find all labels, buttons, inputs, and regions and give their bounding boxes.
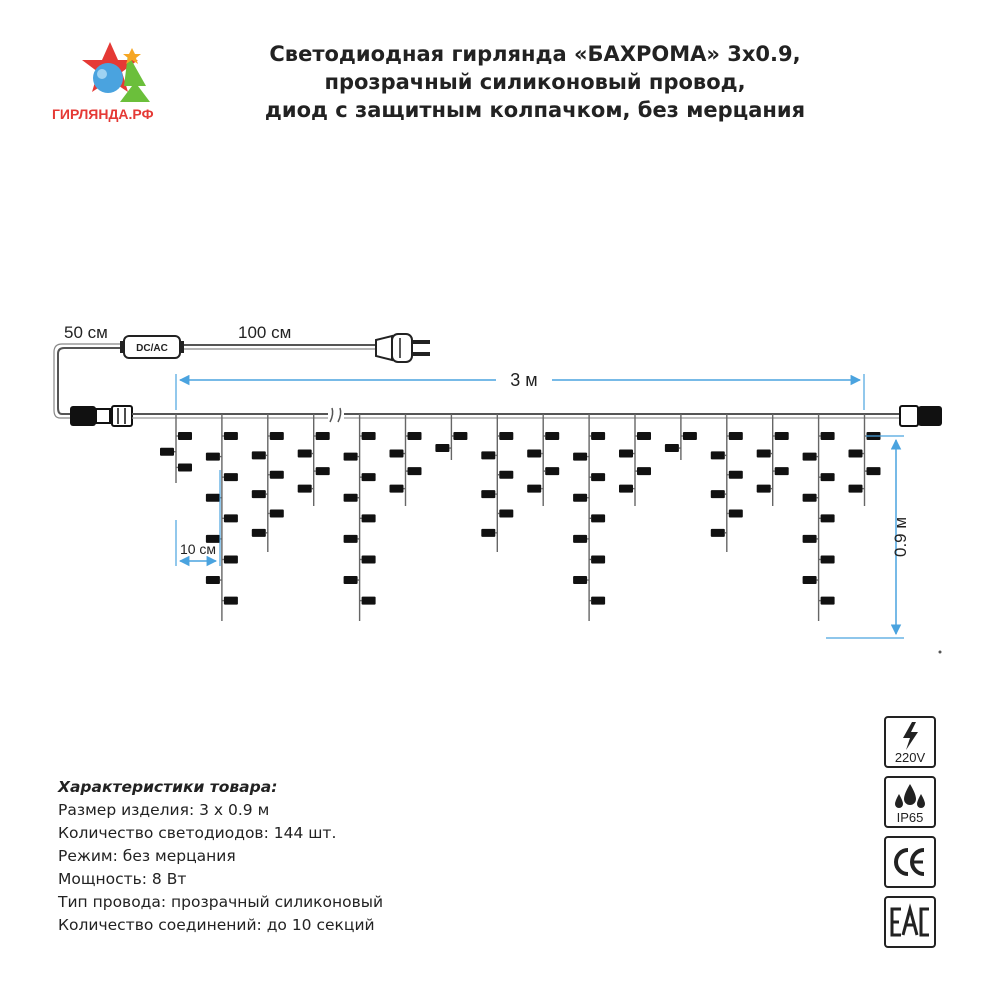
left-connector [70,406,132,426]
specs-heading: Характеристики товара: [58,778,278,796]
led-bulb [252,529,266,537]
logo-text: ГИРЛЯНДА.РФ [52,106,154,122]
led-bulb [619,450,633,458]
title-line-3: диод с защитным колпачком, без мерцания [264,98,806,122]
led-bulb [711,451,725,459]
spec-row-power: Мощность: 8 Вт [58,870,187,888]
led-bulb [206,576,220,584]
led-bulb [481,451,495,459]
led-bulb [224,432,238,440]
led-bulb [757,485,771,493]
led-bulb [316,467,330,475]
led-bulb [362,514,376,522]
eac-badge [884,896,936,948]
led-bulb [591,555,605,563]
led-bulb [637,432,651,440]
water-drops-icon [886,780,934,812]
led-bulb [821,473,835,481]
led-bulb [821,555,835,563]
led-bulb [206,494,220,502]
led-bulb [390,485,404,493]
led-bulb [344,535,358,543]
led-bulb [362,432,376,440]
right-connector [900,406,942,426]
led-bulb [821,514,835,522]
led-bulb [849,450,863,458]
voltage-label: 220V [894,750,926,765]
led-bulb [573,494,587,502]
led-bulb [344,453,358,461]
led-bulb [527,485,541,493]
height-label: 0.9 м [891,516,910,558]
power-plug-icon [376,334,430,362]
led-bulb [591,473,605,481]
led-bulb [821,432,835,440]
specs-block [58,776,383,937]
led-bulb [757,450,771,458]
led-bulb [270,432,284,440]
ip-badge [884,776,936,828]
led-bulb [683,432,697,440]
led-bulb [775,467,789,475]
wire-break-mark [328,408,344,424]
led-bulb [362,597,376,605]
led-bulb [270,471,284,479]
led-bulb [298,485,312,493]
led-bulb [481,529,495,537]
lead-100-label: 100 см [238,323,292,342]
led-bulb [390,450,404,458]
led-bulb [252,451,266,459]
spec-row-size: Размер изделия: 3 x 0.9 м [58,801,270,819]
led-bulb [729,509,743,517]
adapter-label: DC/AC [136,343,168,354]
spec-row-connections: Количество соединений: до 10 секций [58,916,375,934]
spec-row-mode: Режим: без мерцания [58,847,236,865]
spec-row-wire: Тип провода: прозрачный силиконовый [58,893,384,911]
led-bulb [803,453,817,461]
led-bulb [178,432,192,440]
led-bulb [499,471,513,479]
ip-label: IP65 [896,810,924,825]
led-bulb [252,490,266,498]
title-line-1: Светодиодная гирлянда «БАХРОМА» 3x0.9, [269,42,801,66]
led-bulb [362,555,376,563]
length-label: 3 м [510,370,538,390]
ce-mark-icon [886,838,934,886]
power-lead [54,323,430,418]
led-bulb [344,494,358,502]
led-bulb [270,509,284,517]
led-bulb [729,471,743,479]
led-bulb [408,432,422,440]
lightning-icon [886,720,934,752]
led-bulb [453,432,467,440]
led-bulb [224,555,238,563]
led-bulb [206,453,220,461]
led-bulb [545,467,559,475]
led-bulb [637,467,651,475]
led-bulb [573,453,587,461]
led-bulb [224,597,238,605]
led-bulb [178,463,192,471]
spec-row-leds: Количество светодиодов: 144 шт. [58,824,337,842]
led-bulb [408,467,422,475]
led-bulb [224,473,238,481]
led-bulb [316,432,330,440]
eac-mark-icon [886,898,934,946]
led-bulb [803,494,817,502]
led-bulb [591,514,605,522]
ce-badge [884,836,936,888]
led-bulb [573,576,587,584]
led-bulb [224,514,238,522]
led-bulb [591,597,605,605]
led-bulb [711,529,725,537]
led-bulb [729,432,743,440]
spacing-dimension [176,470,220,566]
height-dimension [826,436,910,638]
length-dimension [176,370,864,410]
led-bulb [527,450,541,458]
led-bulb [435,444,449,452]
led-bulb [362,473,376,481]
led-bulb [821,597,835,605]
led-bulb [775,432,789,440]
led-bulb [160,448,174,456]
led-bulb [665,444,679,452]
led-bulb [298,450,312,458]
voltage-badge [884,716,936,768]
led-bulb [711,490,725,498]
led-bulb [573,535,587,543]
led-bulb [803,535,817,543]
led-bulb [591,432,605,440]
led-bulb [499,432,513,440]
lead-50-label: 50 см [64,323,108,342]
spacing-label: 10 см [179,541,217,557]
led-bulb [867,467,881,475]
led-bulb [481,490,495,498]
strands-group [160,414,881,621]
led-bulb [803,576,817,584]
led-bulb [849,485,863,493]
led-bulb [344,576,358,584]
led-bulb [499,509,513,517]
led-bulb [619,485,633,493]
led-bulb [545,432,559,440]
title-line-2: прозрачный силиконовый провод, [324,70,746,94]
